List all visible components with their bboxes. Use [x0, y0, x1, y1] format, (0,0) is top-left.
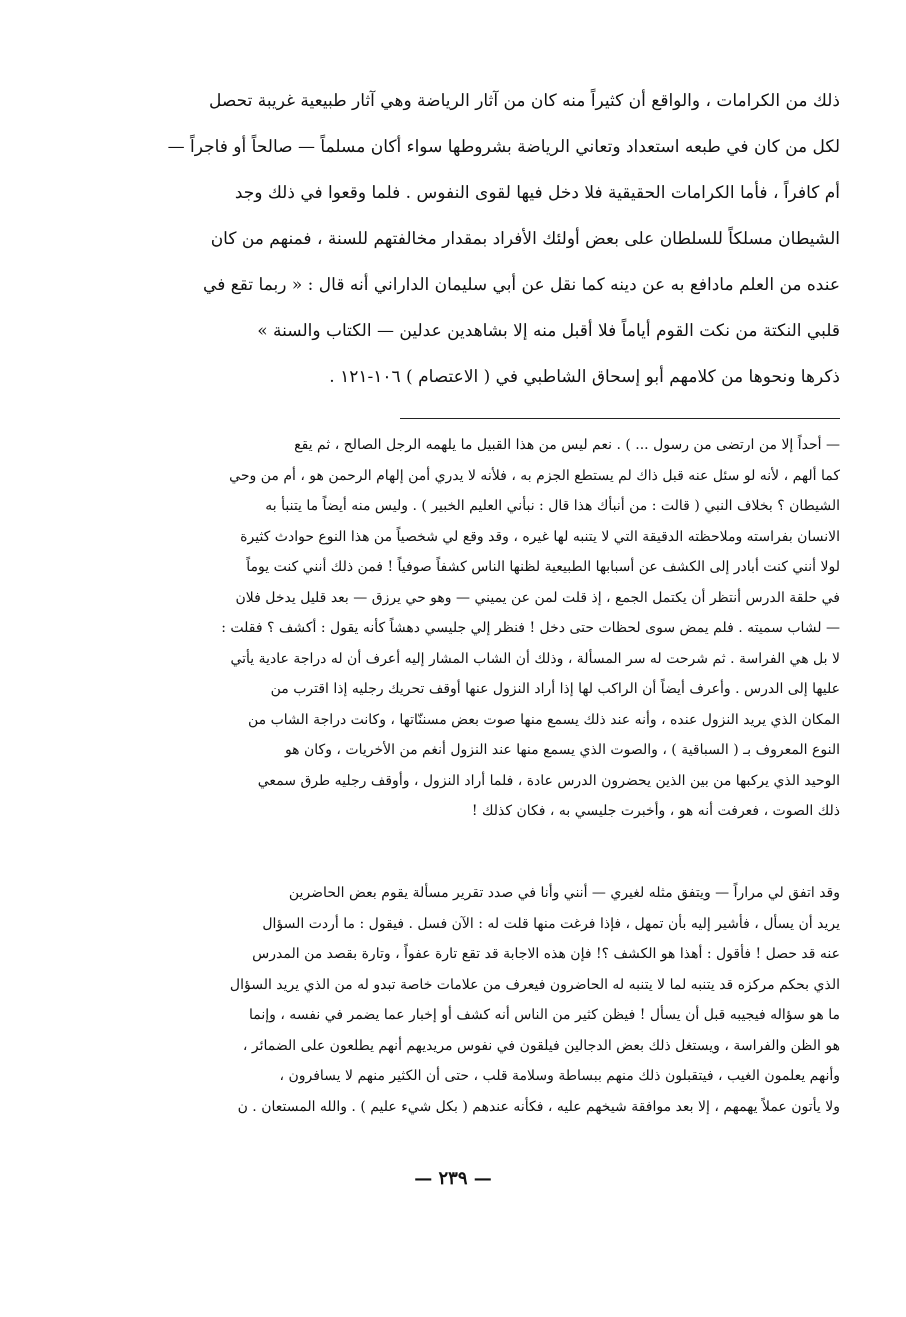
footnote-line: لولا أنني كنت أبادر إلى الكشف عن أسبابها الطبيعية لظنها الناس كشفاً صوفياً ! فمن ذلك أنني كنت يوماً	[246, 559, 840, 575]
footnote-line: ما هو سؤاله فيجيبه قبل أن يسأل ! فيظن كثير من الناس أنه كشف أو إخبار عما يضمر في نفسه ، وإنما	[248, 1007, 840, 1023]
footnote-line: ذلك الصوت ، فعرفت أنه هو ، وأخبرت جليسي به ، فكان كذلك !	[471, 803, 840, 819]
main-text-line: ذلك من الكرامات ، والواقع أن كثيراً منه كان من آثار الرياضة وهي آثار طبيعية غريبة تحصل	[209, 91, 840, 111]
main-text-line: أم كافراً ، فأما الكرامات الحقيقية فلا دخل فيها لقوى النفوس . فلما وقعوا في ذلك وجد	[234, 183, 840, 203]
page-number: — ٢٣٩ —	[414, 1168, 492, 1189]
main-text-line: عنده من العلم مادافع به عن دينه كما نقل عن أبي سليمان الداراني أنه قال : « ربما تقع في	[203, 275, 840, 295]
main-text	[70, 78, 840, 400]
footnote-divider	[400, 418, 840, 419]
footnote-line: المكان الذي يريد النزول عنده ، وأنه عند ذلك يسمع منها صوت بعض مسننّاتها ، وكانت دراجة الشاب من	[248, 711, 840, 728]
footnote-paragraph	[70, 878, 840, 1122]
footnote-continued	[70, 430, 840, 827]
footnote-line: — أحداً إلا من ارتضى من رسول ... ) . نعم ليس من هذا القبيل ما يلهمه الرجل الصالح ، ثم يقع	[294, 437, 840, 453]
footnote-line: كما ألهم ، لأنه لو سئل عنه قبل ذاك لم يستطع الجزم به ، فلأنه لا يدري أمن إلهام الرحمن هو ، أم من وحي	[229, 467, 840, 484]
footnote-line: عنه قد حصل ! فأقول : أهذا هو الكشف ؟! فإن هذه الاجابة قد تقع تارة عفواً ، وتارة بقصد من المدرس	[252, 946, 840, 962]
footnote-line: — لشاب سميته . فلم يمض سوى لحظات حتى دخل ! فنظر إلي جليسي دهشاً كأنه يقول : أكشف ؟ فقلت :	[221, 620, 840, 636]
main-text-line: قلبي النكتة من نكت القوم أياماً فلا أقبل منه إلا بشاهدين عدلين — الكتاب والسنة »	[257, 321, 840, 341]
footnote-line: الانسان بفراسته وملاحظته الدقيقة التي لا يتنبه لها غيره ، وقد وقع لي شخصياً من هذا النوع حوادث كثيرة	[240, 528, 840, 545]
footnote-line: الذي بحكم مركزه قد يتنبه لما لا يتنبه له الحاضرون فيعرف من علامات خاصة تبدو له من الذي يريد السؤال	[229, 976, 840, 993]
footnote-line: وأنهم يعلمون الغيب ، فيتقبلون ذلك منهم ببساطة وسلامة قلب ، حتى أن الكثير منهم لا يسافرون ،	[279, 1068, 840, 1084]
footnote-line: الوحيد الذي يركبها من بين الذين يحضرون الدرس عادة ، فلما أراد النزول ، وأوقف رجليه طرق سمعي	[257, 772, 840, 789]
main-text-line: لكل من كان في طبعه استعداد وتعاني الرياضة بشروطها سواء أكان مسلماً — صالحاً أو فاجراً —	[167, 137, 840, 157]
main-text-line: الشيطان مسلكاً للسلطان على بعض أولئك الأفراد بمقدار مخالفتهم للسنة ، فمنهم من كان	[210, 229, 840, 249]
footnote-line: ولا يأتون عملاً يهمهم ، إلا بعد موافقة شيخهم عليه ، فكأنه عندهم ( بكل شيء عليم ) . والله المستعان . ن	[237, 1098, 840, 1115]
main-text-line: ذكرها ونحوها من كلامهم أبو إسحاق الشاطبي في ( الاعتصام ) ١٠٦-١٢١ .	[329, 367, 840, 387]
footnote-line: النوع المعروف بـ ( السباقية ) ، والصوت الذي يسمع منها عند النزول أنغم من الأخريات ، وكان هو	[284, 742, 840, 758]
footnote-line: لا بل هي الفراسة . ثم شرحت له سر المسألة ، وذلك أن الشاب المشار إليه أعرف أن له دراجة عادية يأتي	[230, 650, 840, 667]
footnote-line: وقد اتفق لي مراراً — ويتفق مثله لغيري — أنني وأنا في صدد تقرير مسألة يقوم بعض الحاضرين	[288, 885, 840, 901]
footnote-line: في حلقة الدرس أنتظر أن يكتمل الجمع ، إذ قلت لمن عن يميني — وهو حي يرزق — بعد قليل يدخل فلان	[235, 589, 840, 606]
footnote-line: يريد أن يسأل ، فأشير إليه بأن تمهل ، فإذا فرغت منها قلت له : الآن فسل . فيقول : ما أردت السؤال	[262, 915, 840, 932]
footnote-line: هو الظن والفراسة ، ويستغل ذلك بعض الدجالين فيلقون في نفوس مريديهم أنهم يطلعون على الضمائر ،	[242, 1037, 840, 1054]
footnote-line: عليها إلى الدرس . وأعرف أيضاً أن الراكب لها إذا أراد النزول عنها أوقف تحريك رجليه إذا اقترب من	[270, 681, 840, 697]
footnote-line: الشيطان ؟ بخلاف النبي ( قالت : من أنبأك هذا قال : نبأني العليم الخبير ) . وليس منه أيضاً ما يتنبأ به	[265, 498, 840, 514]
